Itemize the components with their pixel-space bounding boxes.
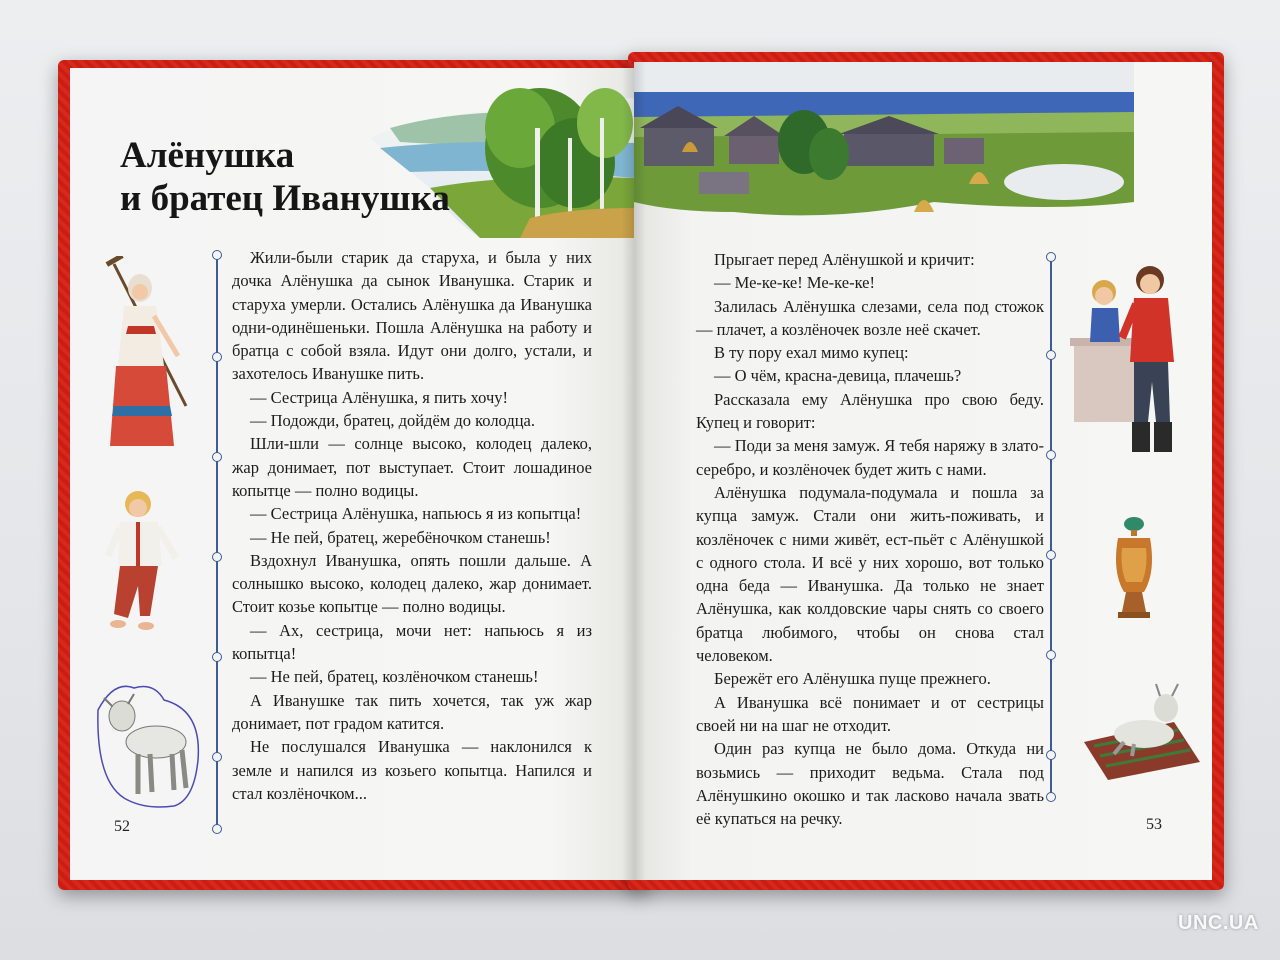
girl-with-rake-illustration: [94, 256, 194, 456]
page-number-right: 53: [1146, 816, 1162, 833]
ornament-node: [212, 652, 222, 662]
paragraph: Один раз купца не было дома. Откуда ни возьмись — приходит ведьма. Стала под Алёнушкино окошко и так ласково начала звать её купаться на речку.: [696, 739, 1044, 829]
watermark: UNC.UA: [1178, 912, 1259, 934]
merchant-at-table-illustration: [1064, 252, 1194, 472]
ornament-node: [212, 552, 222, 562]
ornament-node: [1046, 750, 1056, 760]
paragraph: Бережёт его Алёнушка пуще прежнего.: [714, 669, 991, 689]
page-number-left: 52: [114, 818, 130, 835]
paragraph: — Поди за меня замуж. Я тебя наряжу в злато-серебро, и козлёночек будет жить с нами.: [696, 436, 1044, 479]
paragraph: Рассказала ему Алёнушка про свою беду. Купец и говорит:: [696, 389, 1044, 433]
paragraph: Не послушался Иванушка — наклонился к земле и напился из козьего копытца. Напился и стал козлёночком...: [232, 737, 592, 803]
paragraph: — Подожди, братец, дойдём до колодца.: [250, 411, 536, 431]
left-page: [70, 68, 636, 880]
right-page-text: [696, 248, 1044, 830]
spine-shadow: [622, 62, 646, 880]
paragraph: Алёнушка подумала-подумала и пошла за купца замуж. Стали они жить-поживать, и козлёночек с ними живёт, ест-пьёт с Алёнушкой с одного стола. И всё у них хорошо, вот только одна беда — Иванушка. Да только не знает Алёнушка, как колдовские чары снять со своего братца любимого, чтобы он снова стал человеком.: [696, 482, 1044, 666]
ornament-node: [1046, 252, 1056, 262]
paragraph: — Ах, сестрица, мочи нет: напьюсь я из копытца!: [232, 620, 592, 664]
ornament-node: [212, 824, 222, 834]
left-ornament-rule: [216, 252, 218, 832]
goat-kid-sketch-illustration: [94, 680, 204, 810]
story-title-line2: и братец Иванушка: [120, 178, 450, 219]
paragraph: — Не пей, братец, жеребёночком станешь!: [250, 527, 551, 547]
ornament-node: [212, 352, 222, 362]
paragraph: Прыгает перед Алёнушкой и кричит:: [714, 250, 975, 269]
paragraph: — О чём, красна-девица, плачешь?: [714, 366, 962, 386]
village-landscape-illustration: [634, 62, 1134, 222]
story-title-line1: Алёнушка: [120, 135, 295, 176]
ornament-node: [1046, 350, 1056, 360]
ornament-node: [212, 752, 222, 762]
paragraph: В ту пору ехал мимо купец:: [714, 343, 909, 363]
boy-walking-illustration: [98, 486, 188, 646]
paragraph: Шли-шли — солнце высоко, колодец далеко, жар донимает, пот выступает. Стоит лошадиное копытце — полно водицы.: [232, 434, 592, 500]
story-title: [120, 134, 450, 220]
right-page: [634, 62, 1212, 880]
paragraph: А Иванушке так пить хочется, так уж жар донимает, пот градом катится.: [232, 690, 592, 733]
right-ornament-rule: [1050, 254, 1052, 800]
ornament-node: [1046, 792, 1056, 802]
ornament-node: [1046, 450, 1056, 460]
paragraph: — Ме-ке-ке! Ме-ке-ке!: [714, 273, 875, 293]
paragraph: — Не пей, братец, козлёночком станешь!: [250, 667, 539, 687]
paragraph: Жили-были старик да старуха, и была у них дочка Алёнушка да сынок Иванушка. Старик и старуха умерли. Остались Алёнушка да Иванушка одни-одинёшеньки. Пошла Алёнушка на работу и братца с собой взяла. Идут они долго, устали, и захотелось Иванушке пить.: [232, 248, 592, 384]
ornament-node: [1046, 550, 1056, 560]
paragraph: Залилась Алёнушка слезами, села под стожок — плачет, а козлёночек возле неё скачет.: [696, 296, 1044, 339]
ornament-node: [1046, 650, 1056, 660]
goat-kid-on-rug-illustration: [1074, 672, 1204, 782]
paragraph: Вздохнул Иванушка, опять пошли дальше. А солнышко высоко, колодец далеко, жар донимает. Стоит козье копытце — полно водицы.: [232, 550, 592, 617]
paragraph: — Сестрица Алёнушка, напьюсь я из копытца!: [250, 504, 582, 524]
left-page-text: [232, 246, 592, 805]
samovar-illustration: [1104, 512, 1164, 622]
paragraph: А Иванушка всё понимает и от сестрицы своей ни на шаг не отходит.: [696, 692, 1044, 735]
ornament-node: [212, 452, 222, 462]
paragraph: — Сестрица Алёнушка, я пить хочу!: [250, 387, 508, 407]
ornament-node: [212, 250, 222, 260]
